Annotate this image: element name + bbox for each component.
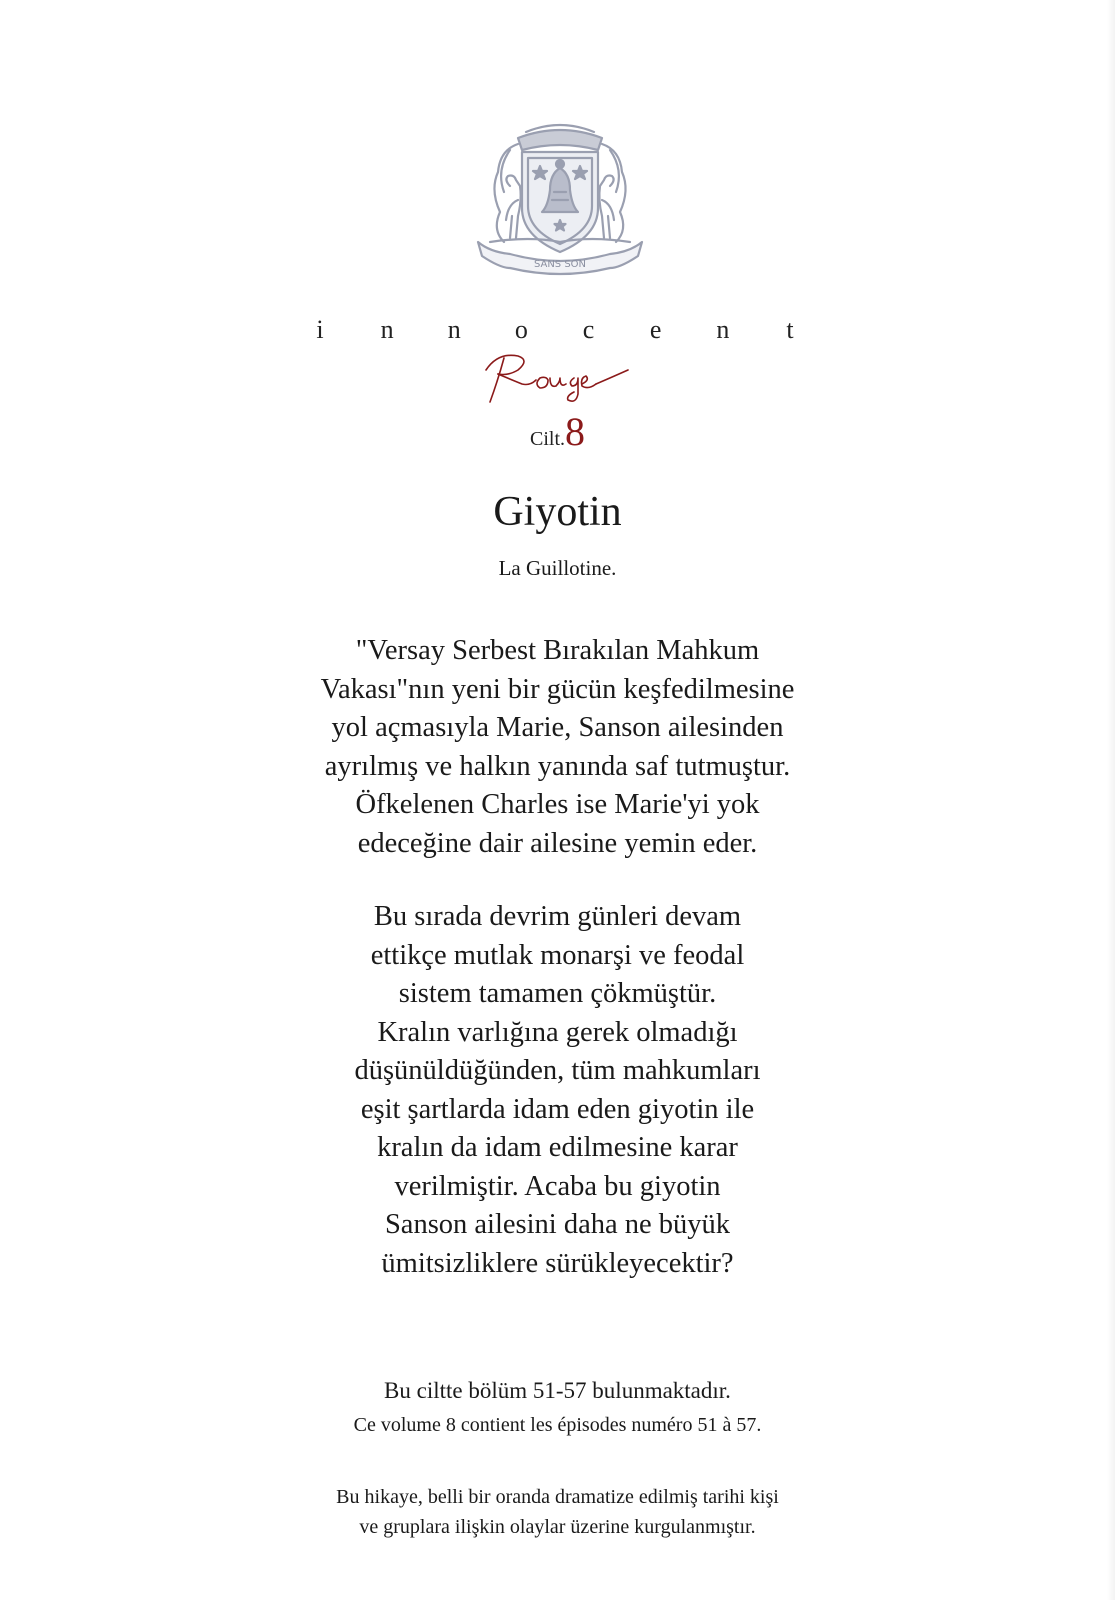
volume-word: Cilt. (529, 428, 565, 450)
crest-motto: SANS SON (533, 259, 587, 270)
synopsis-line: Bu sırada devrim günleri devam (373, 901, 742, 932)
series-title (310, 315, 800, 345)
series-title-letter: e (649, 315, 662, 344)
page-edge-shadow (1107, 0, 1115, 1600)
synopsis-line: kralın da idam edilmesine karar (377, 1132, 738, 1163)
synopsis-line: ettikçe mutlak monarşi ve feodal (370, 939, 745, 971)
synopsis-line: eşit şartlarda idam eden giyotin ile (360, 1093, 755, 1125)
page-title: Giyotin (493, 489, 622, 535)
chapters-note-tr: Bu ciltte bölüm 51-57 bulunmaktadır. (384, 1378, 731, 1403)
series-title-letter: n (716, 315, 730, 344)
series-title-letter: t (786, 315, 794, 344)
disclaimer-line: Bu hikaye, belli bir oranda dramatize edilmiş tarihi kişi (336, 1486, 779, 1508)
sanson-coat-of-arms-icon (470, 120, 650, 290)
disclaimer (0, 1482, 1115, 1542)
synopsis-line: verilmiştir. Acaba bu giyotin (394, 1170, 721, 1202)
synopsis-line: yol açmasıyla Marie, Sanson ailesinden (331, 712, 784, 743)
synopsis-line: Vakası"nın yeni bir gücün keşfedilmesine (320, 673, 795, 705)
volume-number: 8 (565, 409, 585, 454)
page-subtitle: La Guillotine. (498, 556, 617, 580)
synopsis-paragraph-1 (200, 632, 915, 863)
series-title-letter: c (582, 315, 595, 344)
synopsis-line: ümitsizliklere sürükleyecektir? (381, 1247, 734, 1279)
chapters-note-fr: Ce volume 8 contient les épisodes numéro 51 à 57. (353, 1414, 762, 1436)
series-title-letter: n (380, 315, 394, 344)
synopsis-line: "Versay Serbest Bırakılan Mahkum (355, 635, 760, 666)
series-title-letter: i (316, 315, 324, 344)
synopsis-paragraph-2 (200, 898, 915, 1283)
series-title-letter: n (447, 315, 461, 344)
synopsis-line: edeceğine dair ailesine yemin eder. (357, 827, 758, 859)
synopsis-line: Sanson ailesini daha ne büyük (384, 1209, 731, 1240)
disclaimer-line: ve gruplara ilişkin olaylar üzerine kurgulanmıştır. (359, 1516, 756, 1538)
synopsis-line: düşünüldüğünden, tüm mahkumları (354, 1055, 761, 1086)
synopsis-line: Kralın varlığına gerek olmadığı (377, 1016, 738, 1048)
synopsis-line: sistem tamamen çökmüştür. (398, 978, 717, 1009)
volume-label (0, 408, 1115, 455)
synopsis-line: Öfkelenen Charles ise Marie'yi yok (355, 789, 760, 820)
rouge-script-logo (478, 350, 638, 410)
synopsis-line: ayrılmış ve halkın yanında saf tutmuştur. (324, 750, 791, 782)
series-title-letter: o (514, 315, 528, 344)
